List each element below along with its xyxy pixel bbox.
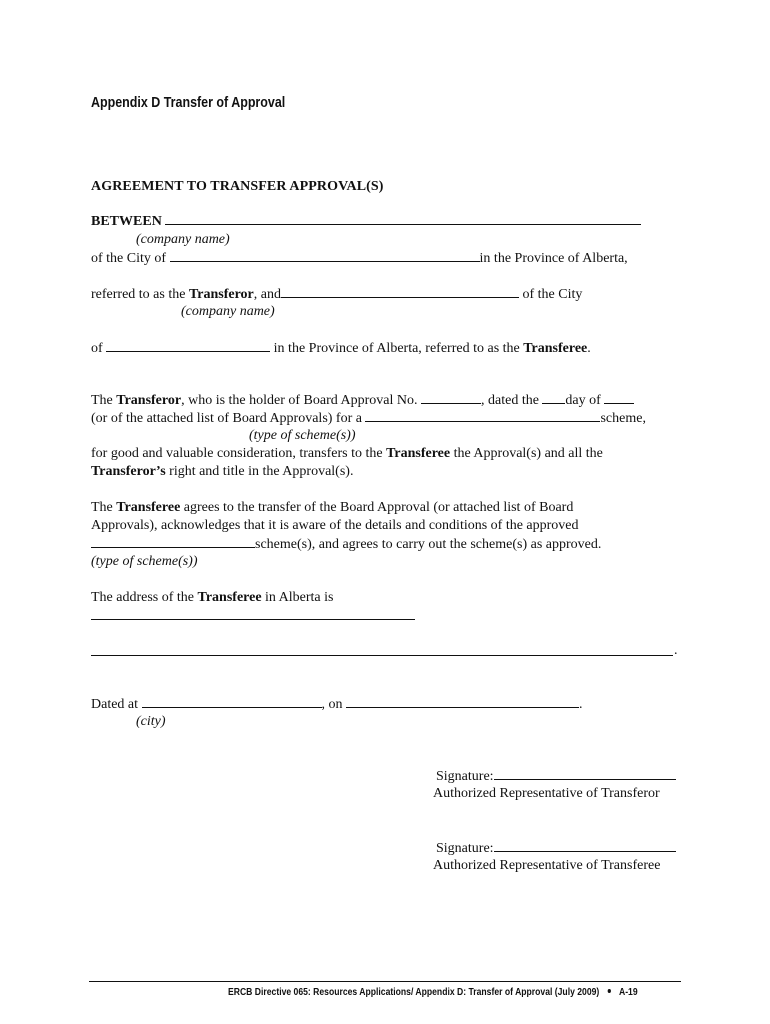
signature-transferor-field[interactable]: [494, 767, 676, 780]
between-label: BETWEEN: [91, 214, 162, 229]
signature-transferor-role: Authorized Representative of Transferor: [433, 786, 660, 801]
page-number: A-19: [618, 986, 638, 998]
appendix-title: Appendix D Transfer of Approval: [91, 95, 286, 111]
scheme-type-field-2[interactable]: [91, 535, 255, 548]
day-field[interactable]: [542, 391, 565, 404]
scheme-type-field[interactable]: [365, 409, 600, 422]
city-hint: (city): [136, 714, 166, 729]
para2-line3: scheme(s), and agrees to carry out the scheme(s) as approved.: [91, 535, 601, 553]
transferee-city-field[interactable]: [106, 339, 270, 352]
of-line: of in the Province of Alberta, referred to as the Transferee.: [91, 341, 591, 356]
province-suffix: in the Province of Alberta,: [479, 251, 628, 266]
company-name-hint: (company name): [136, 232, 230, 247]
para1-line3: for good and valuable consideration, transfers to the Transferee the Approval(s) and all the: [91, 446, 603, 461]
transferor-line: referred to as the Transferor, and of the City: [91, 287, 583, 302]
city-prefix: of the City of: [91, 251, 167, 266]
para2-line1: The Transferee agrees to the transfer of the Board Approval (or attached list of Board: [91, 500, 574, 515]
transferee-term: Transferee: [523, 341, 588, 356]
month-field[interactable]: [604, 391, 634, 404]
dated-city-field[interactable]: [142, 695, 322, 708]
para1-line1: The Transferor, who is the holder of Board Approval No. , dated the day of: [91, 391, 634, 409]
signature-transferee-role: Authorized Representative of Transferee: [433, 858, 661, 873]
address-line: The address of the Transferee in Alberta is: [91, 590, 334, 605]
agreement-heading: AGREEMENT TO TRANSFER APPROVAL(S): [91, 179, 384, 194]
address-field-1[interactable]: [91, 619, 415, 620]
city-line: [91, 249, 628, 267]
transferor-term: Transferor: [188, 287, 254, 302]
footer: [228, 986, 638, 998]
para2-line2: Approvals), acknowledges that it is aware of the details and conditions of the approved: [91, 518, 579, 533]
para1-line2: (or of the attached list of Board Approvals) for a scheme,: [91, 411, 646, 426]
transferor-city-field[interactable]: [170, 249, 480, 262]
transferee-company-field[interactable]: [281, 285, 519, 298]
footer-text: ERCB Directive 065: Resources Applications/ Appendix D: Transfer of Approval (July 2009): [228, 986, 600, 998]
dated-date-field[interactable]: [346, 695, 579, 708]
para1-line4: Transferor’s right and title in the Approval(s).: [91, 464, 354, 479]
scheme-hint-2: (type of scheme(s)): [91, 554, 198, 569]
signature-transferee-field[interactable]: [494, 839, 676, 852]
signature-transferor-line: Signature:: [436, 767, 676, 785]
dated-line: Dated at , on .: [91, 697, 583, 712]
company-name-hint-2: (company name): [181, 304, 275, 319]
footer-rule: [89, 981, 681, 982]
bullet-icon: [607, 989, 610, 993]
approval-number-field[interactable]: [421, 391, 481, 404]
between-line: [91, 212, 641, 230]
signature-transferee-line: Signature:: [436, 839, 676, 857]
transferor-company-field[interactable]: [165, 212, 641, 225]
address-period: .: [674, 643, 678, 658]
address-field-2[interactable]: [91, 655, 673, 656]
scheme-hint: (type of scheme(s)): [249, 428, 356, 443]
